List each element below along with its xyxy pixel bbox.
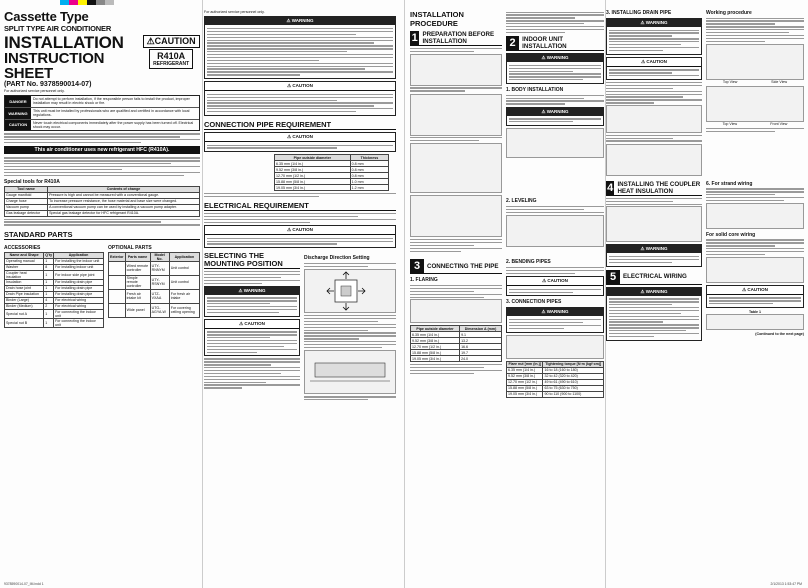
section-number: 1 bbox=[411, 32, 418, 44]
accessories-heading: ACCESSORIES bbox=[4, 244, 41, 251]
table-row bbox=[109, 289, 200, 303]
body-text bbox=[706, 18, 804, 42]
cell: For electrical wiring bbox=[54, 303, 104, 309]
cell: 24.0 bbox=[460, 356, 502, 362]
body-text bbox=[706, 239, 804, 255]
warning-text bbox=[205, 295, 299, 316]
flaring-diagram bbox=[410, 299, 502, 323]
personnel-note: For authorized service personnel only. bbox=[4, 88, 65, 93]
section-4-header bbox=[606, 181, 702, 196]
refrigerant-banner: This air conditioner uses new refrigerant HFC (R410A). bbox=[4, 146, 200, 154]
cell: 1 bbox=[44, 318, 54, 327]
leveling-heading: 2. LEVELING bbox=[506, 198, 537, 205]
solid-wiring-diagram bbox=[706, 257, 804, 283]
panel-cover bbox=[4, 10, 200, 578]
cell: Pressure is high and cannot be measured with a conventional gauge. bbox=[48, 192, 200, 198]
cell: 9.52 mm (3/8 in.) bbox=[507, 373, 543, 379]
wire-table bbox=[706, 314, 804, 330]
caution-heading: ⚠ CAUTION bbox=[205, 320, 299, 329]
cell: 15.88 mm (5/8 in.) bbox=[275, 179, 351, 185]
warning-box bbox=[506, 53, 604, 84]
caution-heading: ⚠ CAUTION bbox=[205, 133, 395, 142]
warning-text: This unit must be installed by professionals who are qualified and certified in accordance with local regulations. bbox=[33, 108, 190, 118]
cell: Wide panel bbox=[125, 303, 150, 317]
body-text bbox=[410, 137, 502, 141]
title-instruction-sheet: INSTRUCTION SHEET bbox=[4, 49, 105, 82]
warning-triangle-icon: ⚠ bbox=[238, 287, 244, 293]
front-view-label: Front View bbox=[770, 122, 788, 127]
strand-wiring-diagram bbox=[706, 203, 804, 229]
flaring-heading: 1. FLARING bbox=[410, 277, 438, 284]
cell: For installing drain pipe bbox=[54, 285, 104, 291]
panel-installation bbox=[410, 10, 604, 578]
hanging-bolt-diagram bbox=[410, 143, 502, 193]
footer-date: 2/1/2013 1:53:47 PM bbox=[770, 582, 802, 586]
mounting-diagram bbox=[304, 350, 396, 394]
cell: 1 bbox=[44, 285, 54, 291]
caution-tag: CAUTION bbox=[5, 120, 31, 131]
cell: For covering ceiling opening bbox=[169, 303, 199, 317]
section-number: 5 bbox=[606, 270, 620, 284]
warning-tag: WARNING bbox=[5, 108, 31, 119]
cell: 0.8 mm bbox=[350, 161, 389, 167]
caution-heading: ⚠ CAUTION bbox=[707, 286, 803, 295]
strand-wiring-heading: 6. For strand wiring bbox=[706, 180, 753, 187]
caution-box bbox=[204, 319, 300, 357]
optional-parts-table bbox=[108, 252, 200, 318]
cell: Unit control bbox=[169, 261, 199, 275]
body-text bbox=[304, 263, 396, 267]
caution-heading: ⚠ CAUTION bbox=[507, 277, 603, 286]
body-text bbox=[410, 364, 502, 374]
warning-triangle-icon: ⚠ bbox=[640, 288, 646, 294]
special-tools-table bbox=[4, 186, 200, 217]
cell: 8 bbox=[44, 264, 54, 270]
connection-diagram bbox=[506, 335, 604, 359]
warning-box bbox=[506, 107, 604, 126]
caution-text bbox=[607, 67, 701, 79]
warning-box bbox=[606, 244, 702, 266]
warning-box bbox=[606, 18, 702, 55]
pipe-thickness-table bbox=[274, 154, 389, 191]
warning-text bbox=[607, 253, 701, 265]
cell: 90 to 110 (900 to 1100) bbox=[543, 391, 604, 397]
discharge-arrows-icon bbox=[305, 270, 395, 312]
cell: UTZ-VXAA bbox=[150, 289, 169, 303]
body-text bbox=[506, 267, 604, 274]
cell: 63 to 75 (630 to 750) bbox=[543, 385, 604, 391]
body-text bbox=[4, 133, 200, 143]
warning-text bbox=[507, 116, 603, 125]
caution-box bbox=[506, 276, 604, 296]
refrigerant-name: R410A bbox=[157, 51, 186, 61]
cell: Gauge manifold bbox=[5, 192, 48, 198]
cell: 12.70 mm (1/2 in.) bbox=[275, 173, 351, 179]
unit-dimension-diagram bbox=[410, 195, 502, 237]
section-title: ELECTRICAL WIRING bbox=[623, 273, 687, 281]
special-tools-heading: Special tools for R410A bbox=[4, 178, 60, 185]
caution-box bbox=[606, 57, 702, 80]
continued-note: (Continued to the next page) bbox=[755, 332, 804, 337]
cell: Gas leakage detector bbox=[5, 210, 48, 216]
solid-wiring-heading: For solid core wiring bbox=[706, 231, 756, 238]
discharge-heading: Discharge Direction Setting bbox=[304, 255, 370, 262]
body-text bbox=[410, 87, 502, 91]
col-model: Model No. bbox=[150, 252, 169, 261]
drain-pump-diagram bbox=[706, 44, 804, 80]
panel-requirements bbox=[204, 10, 396, 578]
body-text bbox=[706, 188, 804, 201]
optional-parts-heading: OPTIONAL PARTS bbox=[108, 244, 152, 251]
cassette-type-title: Cassette Type bbox=[4, 10, 89, 24]
title-installation: INSTALLATION bbox=[4, 32, 124, 52]
warning-box bbox=[506, 307, 604, 332]
safety-box bbox=[4, 95, 200, 131]
table-row bbox=[275, 185, 389, 191]
warning-heading: ⚠ WARNING bbox=[607, 288, 701, 296]
caution-text bbox=[707, 295, 803, 307]
cell: 1 bbox=[44, 309, 54, 318]
connection-pipe-heading: CONNECTION PIPE REQUIREMENT bbox=[204, 120, 396, 130]
cell: To increase pressure resistance, the hose material and base size were changed. bbox=[48, 198, 200, 204]
ceiling-unit-icon bbox=[305, 351, 395, 393]
warning-heading: ⚠ WARNING bbox=[507, 108, 603, 116]
col-tool: Tool name bbox=[5, 186, 48, 192]
section-title: CONNECTING THE PIPE bbox=[427, 262, 499, 270]
drain-hose-diagram bbox=[606, 105, 702, 133]
bending-heading: 2. BENDING PIPES bbox=[506, 259, 551, 266]
cell: 6.35 mm (1/4 in.) bbox=[507, 367, 543, 373]
table-row bbox=[5, 210, 200, 216]
caution-heading: ⚠ CAUTION bbox=[205, 82, 395, 91]
cell bbox=[109, 303, 126, 317]
section-5-header bbox=[606, 270, 702, 285]
cell: For installing indoor unit bbox=[54, 264, 104, 270]
cell: Simple remote controller bbox=[125, 275, 150, 289]
warning-text bbox=[507, 62, 603, 83]
warning-heading: ⚠ WARNING bbox=[205, 287, 299, 295]
discharge-diagram bbox=[304, 269, 396, 313]
body-text bbox=[606, 135, 702, 142]
warning-text bbox=[607, 296, 701, 340]
cell: 12.70 mm (1/2 in.) bbox=[411, 344, 460, 350]
warning-triangle-icon: ⚠ bbox=[542, 278, 548, 284]
body-text bbox=[204, 193, 396, 197]
cell: 9.52 mm (3/8 in.) bbox=[275, 167, 351, 173]
standard-parts-heading: STANDARD PARTS bbox=[4, 230, 200, 240]
col-thickness: Thickness bbox=[350, 155, 389, 161]
body-text bbox=[506, 12, 604, 34]
caution-heading: ⚠ CAUTION bbox=[205, 226, 395, 235]
body-text bbox=[706, 128, 804, 132]
cell: 1 bbox=[44, 270, 54, 279]
section-1-header bbox=[410, 31, 502, 46]
cell: Insulation bbox=[5, 279, 44, 285]
product-line: SPLIT TYPE AIR CONDITIONER bbox=[4, 24, 112, 33]
warning-heading: ⚠ WARNING bbox=[607, 19, 701, 27]
section-3-header bbox=[410, 259, 502, 274]
body-text bbox=[304, 315, 396, 348]
fold-line bbox=[404, 0, 405, 588]
cell: 19.7 bbox=[460, 350, 502, 356]
cell: 1.2 mm bbox=[350, 185, 389, 191]
danger-tag: DANGER bbox=[5, 96, 31, 107]
warning-text bbox=[205, 25, 395, 78]
section-number: 2 bbox=[506, 36, 519, 50]
cell: 1 bbox=[44, 279, 54, 285]
cell: Unit control bbox=[169, 275, 199, 289]
ceiling-opening-diagram bbox=[410, 94, 502, 136]
body-text bbox=[410, 48, 502, 52]
table-row bbox=[507, 391, 604, 397]
warning-triangle-icon: ⚠ bbox=[239, 320, 245, 326]
col-exterior: Exterior bbox=[109, 252, 126, 261]
warning-triangle-icon: ⚠ bbox=[541, 55, 547, 61]
body-text bbox=[506, 95, 604, 105]
flare-dimension-table bbox=[410, 325, 502, 362]
section-title: INDOOR UNIT INSTALLATION bbox=[522, 36, 567, 51]
cell: Fresh air intake kit bbox=[125, 289, 150, 303]
fold-line bbox=[202, 0, 203, 588]
cell: 19.05 mm (3/4 in.) bbox=[507, 391, 543, 397]
cell: Charge hose bbox=[5, 198, 48, 204]
drain-pipe-heading: 3. INSTALLING DRAIN PIPE bbox=[606, 10, 672, 16]
cell: 15.88 mm (5/8 in.) bbox=[507, 385, 543, 391]
col-application: Application bbox=[54, 252, 104, 258]
cell: Special nut B bbox=[5, 318, 44, 327]
cell: For installing drain pipe bbox=[54, 291, 104, 297]
cell: Drain hose joint bbox=[5, 285, 44, 291]
footer-file: 9378590014-07_IM.indd 1 bbox=[4, 582, 44, 586]
side-view-label: Side View bbox=[771, 79, 788, 84]
wire-table-title: Table 1 bbox=[748, 310, 762, 315]
selecting-position-heading: SELECTING THE MOUNTING POSITION bbox=[204, 252, 300, 269]
cell: A conventional vacuum pump can be used by installing a vacuum pump adapter. bbox=[48, 204, 200, 210]
cell: Coupler heat insulation bbox=[5, 270, 44, 279]
cell: 19.05 mm (3/4 in.) bbox=[411, 356, 460, 362]
drain-clamp-diagram bbox=[706, 86, 804, 122]
table-row bbox=[109, 303, 200, 317]
warning-triangle-icon: ⚠ bbox=[287, 227, 293, 233]
cell: 4 bbox=[44, 297, 54, 303]
cell: 9.52 mm (3/8 in.) bbox=[411, 338, 460, 344]
cell: For connecting the indoor unit bbox=[54, 309, 104, 318]
section-number: 4 bbox=[607, 181, 614, 194]
cell: Operating manual bbox=[5, 258, 44, 264]
cell: 6.35 mm (1/4 in.) bbox=[275, 161, 351, 167]
table-row bbox=[5, 270, 104, 279]
cell: 1 bbox=[44, 258, 54, 264]
body-text bbox=[410, 239, 502, 252]
caution-text: Never touch electrical components immediately after the power supply has been turned off. Electrical shock may occur. bbox=[33, 120, 194, 129]
print-color-bar bbox=[60, 0, 114, 5]
cell: 0.8 mm bbox=[350, 173, 389, 179]
cell: For indoor side pipe joint bbox=[54, 270, 104, 279]
body-install-diagram bbox=[506, 128, 604, 158]
cell: Washer bbox=[5, 264, 44, 270]
cell: UTG-AGYA-W bbox=[150, 303, 169, 317]
warning-box bbox=[606, 287, 702, 341]
cell bbox=[109, 289, 126, 303]
cell: 1.0 mm bbox=[350, 179, 389, 185]
caution-text bbox=[205, 142, 395, 151]
warning-triangle-icon: ⚠ bbox=[287, 133, 293, 139]
cell: 13.2 bbox=[460, 338, 502, 344]
drain-slope-diagram bbox=[606, 144, 702, 176]
working-procedure-heading: Working procedure bbox=[706, 10, 752, 16]
caution-text bbox=[205, 235, 395, 247]
leveling-diagram bbox=[506, 215, 604, 247]
danger-text: Do not attempt to perform installation, if the responsible person fails to install the product, improper installation may result in electric shock or fire. bbox=[33, 96, 190, 106]
caution-text bbox=[205, 91, 395, 115]
body-text bbox=[4, 157, 200, 176]
connection-pipes-heading: 3. CONNECTION PIPES bbox=[506, 299, 562, 306]
cell: Special nut A bbox=[5, 309, 44, 318]
body-text bbox=[204, 213, 396, 223]
cell: 16.6 bbox=[460, 344, 502, 350]
section-title: PREPARATION BEFORE INSTALLATION bbox=[422, 31, 495, 45]
cell: Binder (Large) bbox=[5, 297, 44, 303]
torque-table bbox=[506, 361, 604, 398]
body-text bbox=[410, 285, 502, 298]
accessories-table bbox=[4, 252, 104, 328]
col-qty: Q'ty bbox=[45, 253, 53, 258]
warning-heading: ⚠ WARNING bbox=[507, 308, 603, 316]
caution-box bbox=[204, 225, 396, 248]
cell: 12.70 mm (1/2 in.) bbox=[507, 379, 543, 385]
section-number: 3 bbox=[410, 259, 424, 273]
refrigerant-sub: REFRIGERANT bbox=[153, 61, 190, 67]
warning-box bbox=[204, 286, 300, 317]
cell: 19.05 mm (3/4 in.) bbox=[275, 185, 351, 191]
col-application: Application bbox=[169, 252, 199, 261]
caution-box bbox=[204, 132, 396, 152]
cell: Wired remote controller bbox=[125, 261, 150, 275]
table-row bbox=[109, 275, 200, 289]
warning-heading: ⚠ WARNING bbox=[507, 54, 603, 62]
body-text bbox=[4, 219, 200, 226]
cell: UTY-RNNYM bbox=[150, 261, 169, 275]
cell: 2 bbox=[44, 303, 54, 309]
table-row bbox=[411, 356, 502, 362]
col-name: Name and Shape bbox=[5, 252, 44, 258]
panel-drain-wiring bbox=[606, 10, 804, 578]
body-text bbox=[204, 358, 300, 388]
installation-procedure-heading: INSTALLATION PROCEDURE bbox=[410, 10, 464, 28]
warning-triangle-icon: ⚠ bbox=[641, 58, 647, 64]
coupler-insulation-diagram bbox=[606, 206, 702, 242]
cell: For fresh air intake bbox=[169, 289, 199, 303]
col-diameter: Pipe outside diameter bbox=[275, 155, 351, 161]
caution-box bbox=[204, 81, 396, 116]
col-parts-name: Parts name bbox=[125, 252, 150, 261]
warning-text bbox=[607, 27, 701, 54]
col-change: Contents of change bbox=[48, 186, 200, 192]
body-text bbox=[304, 396, 396, 400]
cell bbox=[109, 261, 126, 275]
section-title: INSTALLING THE COUPLER HEAT INSULATION bbox=[617, 180, 701, 195]
warning-heading: ⚠ WARNING bbox=[205, 17, 395, 25]
personnel-note: For authorized service personnel only. bbox=[204, 10, 265, 14]
cell: Binder (Medium) bbox=[5, 303, 44, 309]
cell: 15.88 mm (5/8 in.) bbox=[411, 350, 460, 356]
body-text bbox=[506, 206, 604, 213]
warning-triangle-icon: ⚠ bbox=[287, 83, 293, 89]
cell: 32 to 42 (320 to 420) bbox=[543, 373, 604, 379]
cell: 9.1 bbox=[460, 332, 502, 338]
warning-triangle-icon: ⚠ bbox=[541, 309, 547, 315]
cell: Drain Pipe insulation bbox=[5, 291, 44, 297]
pipe-position-diagram bbox=[410, 54, 502, 86]
warning-heading: ⚠ WARNING bbox=[607, 245, 701, 253]
refrigerant-badge bbox=[149, 49, 193, 69]
top-view-label: Top View bbox=[722, 122, 738, 127]
part-number: (PART No. 9378590014-07) bbox=[4, 80, 92, 88]
caution-text bbox=[205, 329, 299, 356]
table-row bbox=[5, 309, 104, 318]
warning-box bbox=[204, 16, 396, 79]
cell: 1 bbox=[44, 291, 54, 297]
caution-label: ⚠CAUTION bbox=[143, 35, 200, 48]
col-torque: Tightening torque [N·m (kgf·cm)] bbox=[543, 361, 604, 367]
col-dimension: Dimension A (mm) bbox=[460, 326, 502, 332]
cell bbox=[109, 275, 126, 289]
caution-text bbox=[507, 286, 603, 295]
warning-triangle-icon: ⚠ bbox=[541, 108, 547, 114]
electrical-heading: ELECTRICAL REQUIREMENT bbox=[204, 201, 396, 211]
cell: 6.35 mm (1/4 in.) bbox=[411, 332, 460, 338]
warning-triangle-icon: ⚠ bbox=[640, 246, 646, 252]
cell: For installing the indoor unit bbox=[54, 258, 104, 264]
cell: 0.8 mm bbox=[350, 167, 389, 173]
table-row bbox=[5, 318, 104, 327]
caution-heading: ⚠ CAUTION bbox=[607, 58, 701, 67]
table-row bbox=[109, 261, 200, 275]
body-install-heading: 1. BODY INSTALLATION bbox=[506, 87, 564, 94]
cell: Special gas leakage detector for HFC refrigerant R410A. bbox=[48, 210, 200, 216]
body-text bbox=[204, 271, 300, 284]
cell: Vacuum pump bbox=[5, 204, 48, 210]
cell: For installing drain pipe bbox=[54, 279, 104, 285]
section-2-header bbox=[506, 36, 604, 51]
warning-triangle-icon: ⚠ bbox=[742, 286, 748, 292]
warning-text bbox=[507, 316, 603, 331]
warning-triangle-icon: ⚠ bbox=[286, 18, 292, 24]
col-flare-nut: Flare nut [mm (in.)] bbox=[508, 362, 541, 367]
top-view-label: Top View bbox=[722, 79, 738, 84]
body-text bbox=[606, 198, 702, 205]
cell: UTY-RSNYM bbox=[150, 275, 169, 289]
cell: 16 to 18 (160 to 180) bbox=[543, 367, 604, 373]
caution-box bbox=[706, 285, 804, 308]
warning-triangle-icon: ⚠ bbox=[640, 20, 646, 25]
body-text bbox=[606, 82, 702, 104]
cell: For connecting the indoor unit bbox=[54, 318, 104, 327]
cell: 49 to 61 (490 to 610) bbox=[543, 379, 604, 385]
col-diameter: Pipe outside diameter bbox=[411, 326, 460, 332]
warning-triangle-icon: ⚠ bbox=[146, 36, 155, 46]
cell: For electrical wiring bbox=[54, 297, 104, 303]
